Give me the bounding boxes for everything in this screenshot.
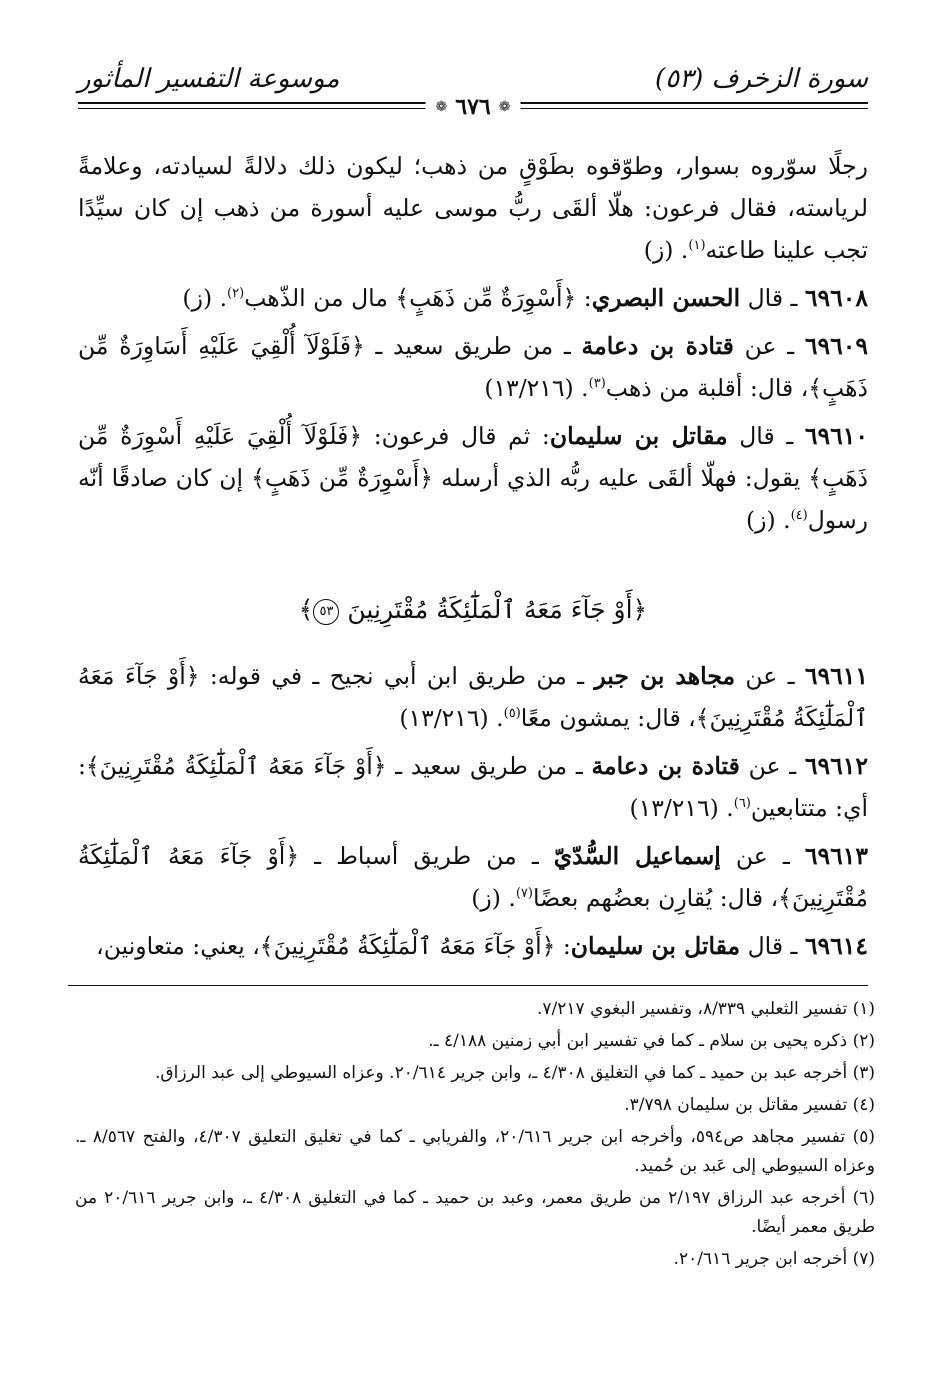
narrator-name: مجاهد بن جبر [594,662,736,690]
paragraph [78,745,868,829]
narrator-name: إسماعيل السُّدّيّ [553,842,721,870]
paragraph-tail: . (ز) [182,284,228,312]
paragraph-tail: . (ز) [745,506,791,534]
footnote: (١) تفسير الثعلبي ٨/٣٣٩، وتفسير البغوي ٧/٢١٧. [537,999,875,1019]
surah-title: سورة الزخرف (٥٣) [654,64,868,94]
paragraph-text: ـ من طريق ابن أبي نجيح ـ في قوله: ﴿أَوْ جَآءَ مَعَهُ ٱلْمَلَٰٓئِكَةُ مُقْتَرِنِينَ﴾، قال: يمشون معًا [78,662,868,732]
page-number: ٦٧٦ [455,94,491,120]
paragraph-text: : ﴿أَوْ جَآءَ مَعَهُ ٱلْمَلَٰٓئِكَةُ مُقْتَرِنِينَ﴾، يعني: متعاونين، [96,932,571,960]
paragraph-text: : ﴿أَسْوِرَةٌ مِّن ذَهَبٍ﴾ مال من الذّهب [244,284,592,312]
entry-number: ٦٩٦١٣ [804,842,868,870]
paragraph-tail: . (ز) [471,884,516,912]
entry-number: ٦٩٦١٤ [804,932,868,960]
narrator-name: مقاتل بن سليمان [570,932,741,960]
narrator-name: قتادة بن دعامة [581,332,734,360]
paragraph-tail: . (١٣/٢١٦) [629,794,734,822]
ayah-close: ﴾ [298,595,314,624]
main-text [78,145,868,973]
entry-lead: ـ قال [740,932,805,960]
entry-lead: ـ عن [720,842,805,870]
narrator-name: مقاتل بن سليمان [549,422,728,450]
entry-number: ٦٩٦٠٩ [804,332,868,360]
footnote-ref: (٥) [503,706,521,722]
entry-lead: ـ عن [739,752,805,780]
footnote-ref: (١) [688,238,706,254]
entry-lead: ـ قال [727,422,805,450]
paragraph-text: ـ من طريق أسباط ـ ﴿أَوْ جَآءَ مَعَهُ ٱلْمَلَٰٓئِكَةُ مُقْتَرِنِينَ﴾، قال: يُقارِن بعضُهم بعضًا [78,842,868,912]
paragraph-text: ـ من طريق سعيد ـ ﴿فَلَوْلَآ أُلْقِيَ عَلَيْهِ أَسَاوِرَةٌ مِّن ذَهَبٍ﴾، قال: أقلبة من ذهب [78,332,868,402]
entry-number: ٦٩٦١٢ [804,752,868,780]
book-title: موسوعة التفسير المأثور [78,64,340,94]
footnotes [75,995,875,1277]
entry-number: ٦٩٦٠٨ [804,284,868,312]
paragraph [78,415,868,541]
footnote-ref: (٤) [790,508,808,524]
paragraph-tail: . (١٣/٢١٦) [484,374,589,402]
footnote: (٣) أخرجه عبد بن حميد ـ كما في التغليق ٤/٣٠٨ ـ، وابن جرير ٢٠/٦١٤. وعزاه السيوطي إلى عبد الرزاق. [155,1063,875,1083]
footnote: (٦) أخرجه عبد الرزاق ٢/١٩٧ من طريق معمر، وعبد بن حميد ـ كما في التغليق ٤/٣٠٨ ـ، وابن جرير ٢٠/٦١٦ من طريق معمر أيضًا. [75,1188,876,1237]
footnote: (٧) أخرجه ابن جرير ٢٠/٦١٦. [673,1249,875,1269]
narrator-name: الحسن البصري [591,284,741,312]
paragraph [78,325,868,409]
paragraph-tail: . (١٣/٢١٦) [399,704,504,732]
footnote-ref: (٣) [588,376,606,392]
footnote-ref: (٧) [515,886,533,902]
entry-lead: ـ قال [740,284,805,312]
footnote-ref: (٢) [227,286,245,302]
paragraph [78,925,868,967]
ornament-icon: ❁ [435,99,448,115]
entry-lead: ـ عن [733,332,805,360]
footnote: (٥) تفسير مجاهد ص٥٩٤، وأخرجه ابن جرير ٢٠/٦١٦، والفريابي ـ كما في تغليق التعليق ٤/٣٠٧، والفتح ٨/٥٦٧ ـ. وعزاه السيوطي إلى عَبد بن حُميد. [75,1127,875,1176]
entry-number: ٦٩٦١٠ [804,422,869,450]
paragraph [78,655,868,739]
entry-number: ٦٩٦١١ [804,662,868,690]
entry-lead: ـ عن [735,662,805,690]
verse-number-icon: ٥٣ [313,599,339,625]
paragraph [78,835,868,919]
ayah-heading [78,589,868,631]
paragraph-text: : ثم قال فرعون: ﴿فَلَوْلَآ أُلْقِيَ عَلَيْهِ أَسْوِرَةٌ مِّن ذَهَبٍ﴾ يقول: فهلّا ألقَى عليه ربُّه الذي أرسله ﴿أَسْوِرَةٌ مِّن ذَهَبٍ﴾ إن كان صادقًا أنّه رسول [78,422,868,534]
footnote: (٢) ذكره يحيى بن سلام ـ كما في تفسير ابن أبي زمنين ٤/١٨٨ ـ. [428,1031,875,1051]
narrator-name: قتادة بن دعامة [591,752,740,780]
page-number-block [426,94,521,120]
paragraph-text: رجلًا سوّروه بسوار، وطوّقوه بطَوْقٍ من ذهب؛ ليكون ذلك دلالةً لسيادته، وعلامةً لرياسته، فقال فرعون: هلّا ألقَى ربُّ موسى عليه أسورة من ذهب إن كان سيِّدًا تجب علينا طاعته [78,152,868,264]
footnote: (٤) تفسير مقاتل بن سليمان ٣/٧٩٨. [624,1095,875,1115]
ayah-text: ﴿أَوْ جَآءَ مَعَهُ ٱلْمَلَٰٓئِكَةُ مُقْتَرِنِينَ [347,595,648,624]
paragraph [78,277,868,319]
paragraph-tail: . (ز) [643,236,689,264]
footnote-divider [68,985,868,986]
ornament-icon: ❁ [498,99,511,115]
footnote-ref: (٦) [733,796,751,812]
paragraph-text: ـ من طريق سعيد ـ ﴿أَوْ جَآءَ مَعَهُ ٱلْمَلَٰٓئِكَةُ مُقْتَرِنِينَ﴾: أي: متتابعين [78,752,868,822]
page-header [78,58,868,128]
paragraph [78,145,868,271]
